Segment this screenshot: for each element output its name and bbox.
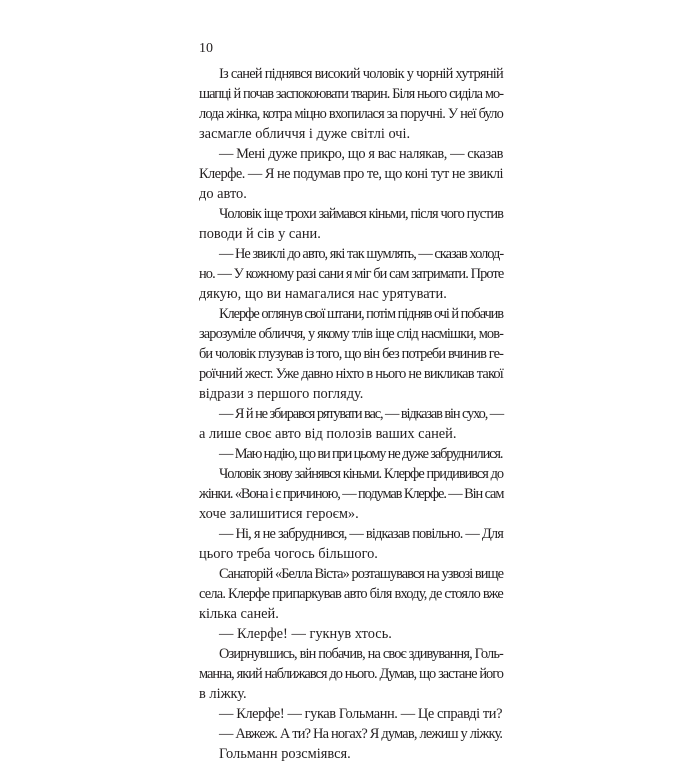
text-line: засмагле обличчя і дуже світлі очі. (199, 126, 411, 142)
text-line: Чоловік іще трохи займався кіньми, після чого пустив (219, 206, 503, 222)
text-line: жінки. «Вона і є причиною, — подумав Клерфе. — Він сам (199, 486, 504, 502)
text-line: би чоловік глузував із того, що він без потреби вчинив ге- (199, 346, 503, 362)
text-line: — Ні, я не забруднився, — відказав повільно. — Для (219, 526, 503, 542)
text-line: Із саней піднявся високий чоловік у чорній хутряній (219, 66, 503, 82)
text-line: манна, який наближався до нього. Думав, що застане його (199, 666, 503, 682)
text-line: Чоловік знову зайнявся кіньми. Клерфе придивився до (219, 466, 503, 482)
text-line: дякую, що ви намагалися нас урятувати. (199, 286, 447, 302)
text-line: Клерфе оглянув свої штани, потім підняв очі й побачив (219, 306, 504, 322)
text-line: — Не звиклі до авто, які так шумлять, — сказав холод- (219, 246, 504, 262)
text-line: — Я й не збирався рятувати вас, — відказав він сухо, — (219, 406, 503, 422)
text-line: — Авжеж. А ти? На ногах? Я думав, лежиш у ліжку. (219, 726, 503, 742)
text-line: цього треба чогось більшого. (199, 546, 378, 562)
text-line: в ліжку. (199, 686, 247, 702)
text-line: а лише своє авто від полозів ваших саней. (199, 426, 457, 442)
text-line: — Мені дуже прикро, що я вас налякав, — сказав (219, 146, 503, 162)
text-line: хоче залишитися героєм». (199, 506, 359, 522)
text-line: Гольманн розсміявся. (219, 746, 351, 762)
text-line: — Маю надію, що ви при цьому не дуже забруднилися. (219, 446, 503, 462)
text-line: до авто. (199, 186, 247, 202)
text-line: Клерфе. — Я не подумав про те, що коні тут не звиклі (199, 166, 503, 182)
text-line: лода жінка, котра міцно вхопилася за поручні. У неї було (199, 106, 503, 122)
text-line: Озирнувшись, він побачив, на своє здивування, Голь- (219, 646, 503, 662)
text-line: відрази з першого погляду. (199, 386, 364, 402)
text-line: роїчний жест. Уже давно ніхто в нього не викликав такої (199, 366, 503, 382)
text-line: кілька саней. (199, 606, 279, 622)
text-line: зарозуміле обличчя, у якому тлів іще слід насмішки, мов- (199, 326, 503, 342)
text-line: села. Клерфе припаркував авто біля входу, де стояло вже (199, 586, 503, 602)
body-text (199, 64, 503, 764)
text-line: — Клерфе! — гукав Гольманн. — Це справді ти? (219, 706, 503, 722)
page-number: 10 (199, 41, 213, 56)
text-line: Санаторій «Белла Віста» розташувався на узвозі вище (219, 566, 504, 582)
text-line: — Клерфе! — гукнув хтось. (219, 626, 392, 642)
text-line: поводи й сів у сани. (199, 226, 321, 242)
text-line: но. — У кожному разі сани я міг би сам затримати. Проте (199, 266, 504, 282)
text-line: шапці й почав заспокоювати тварин. Біля нього сиділа мо- (199, 86, 503, 102)
